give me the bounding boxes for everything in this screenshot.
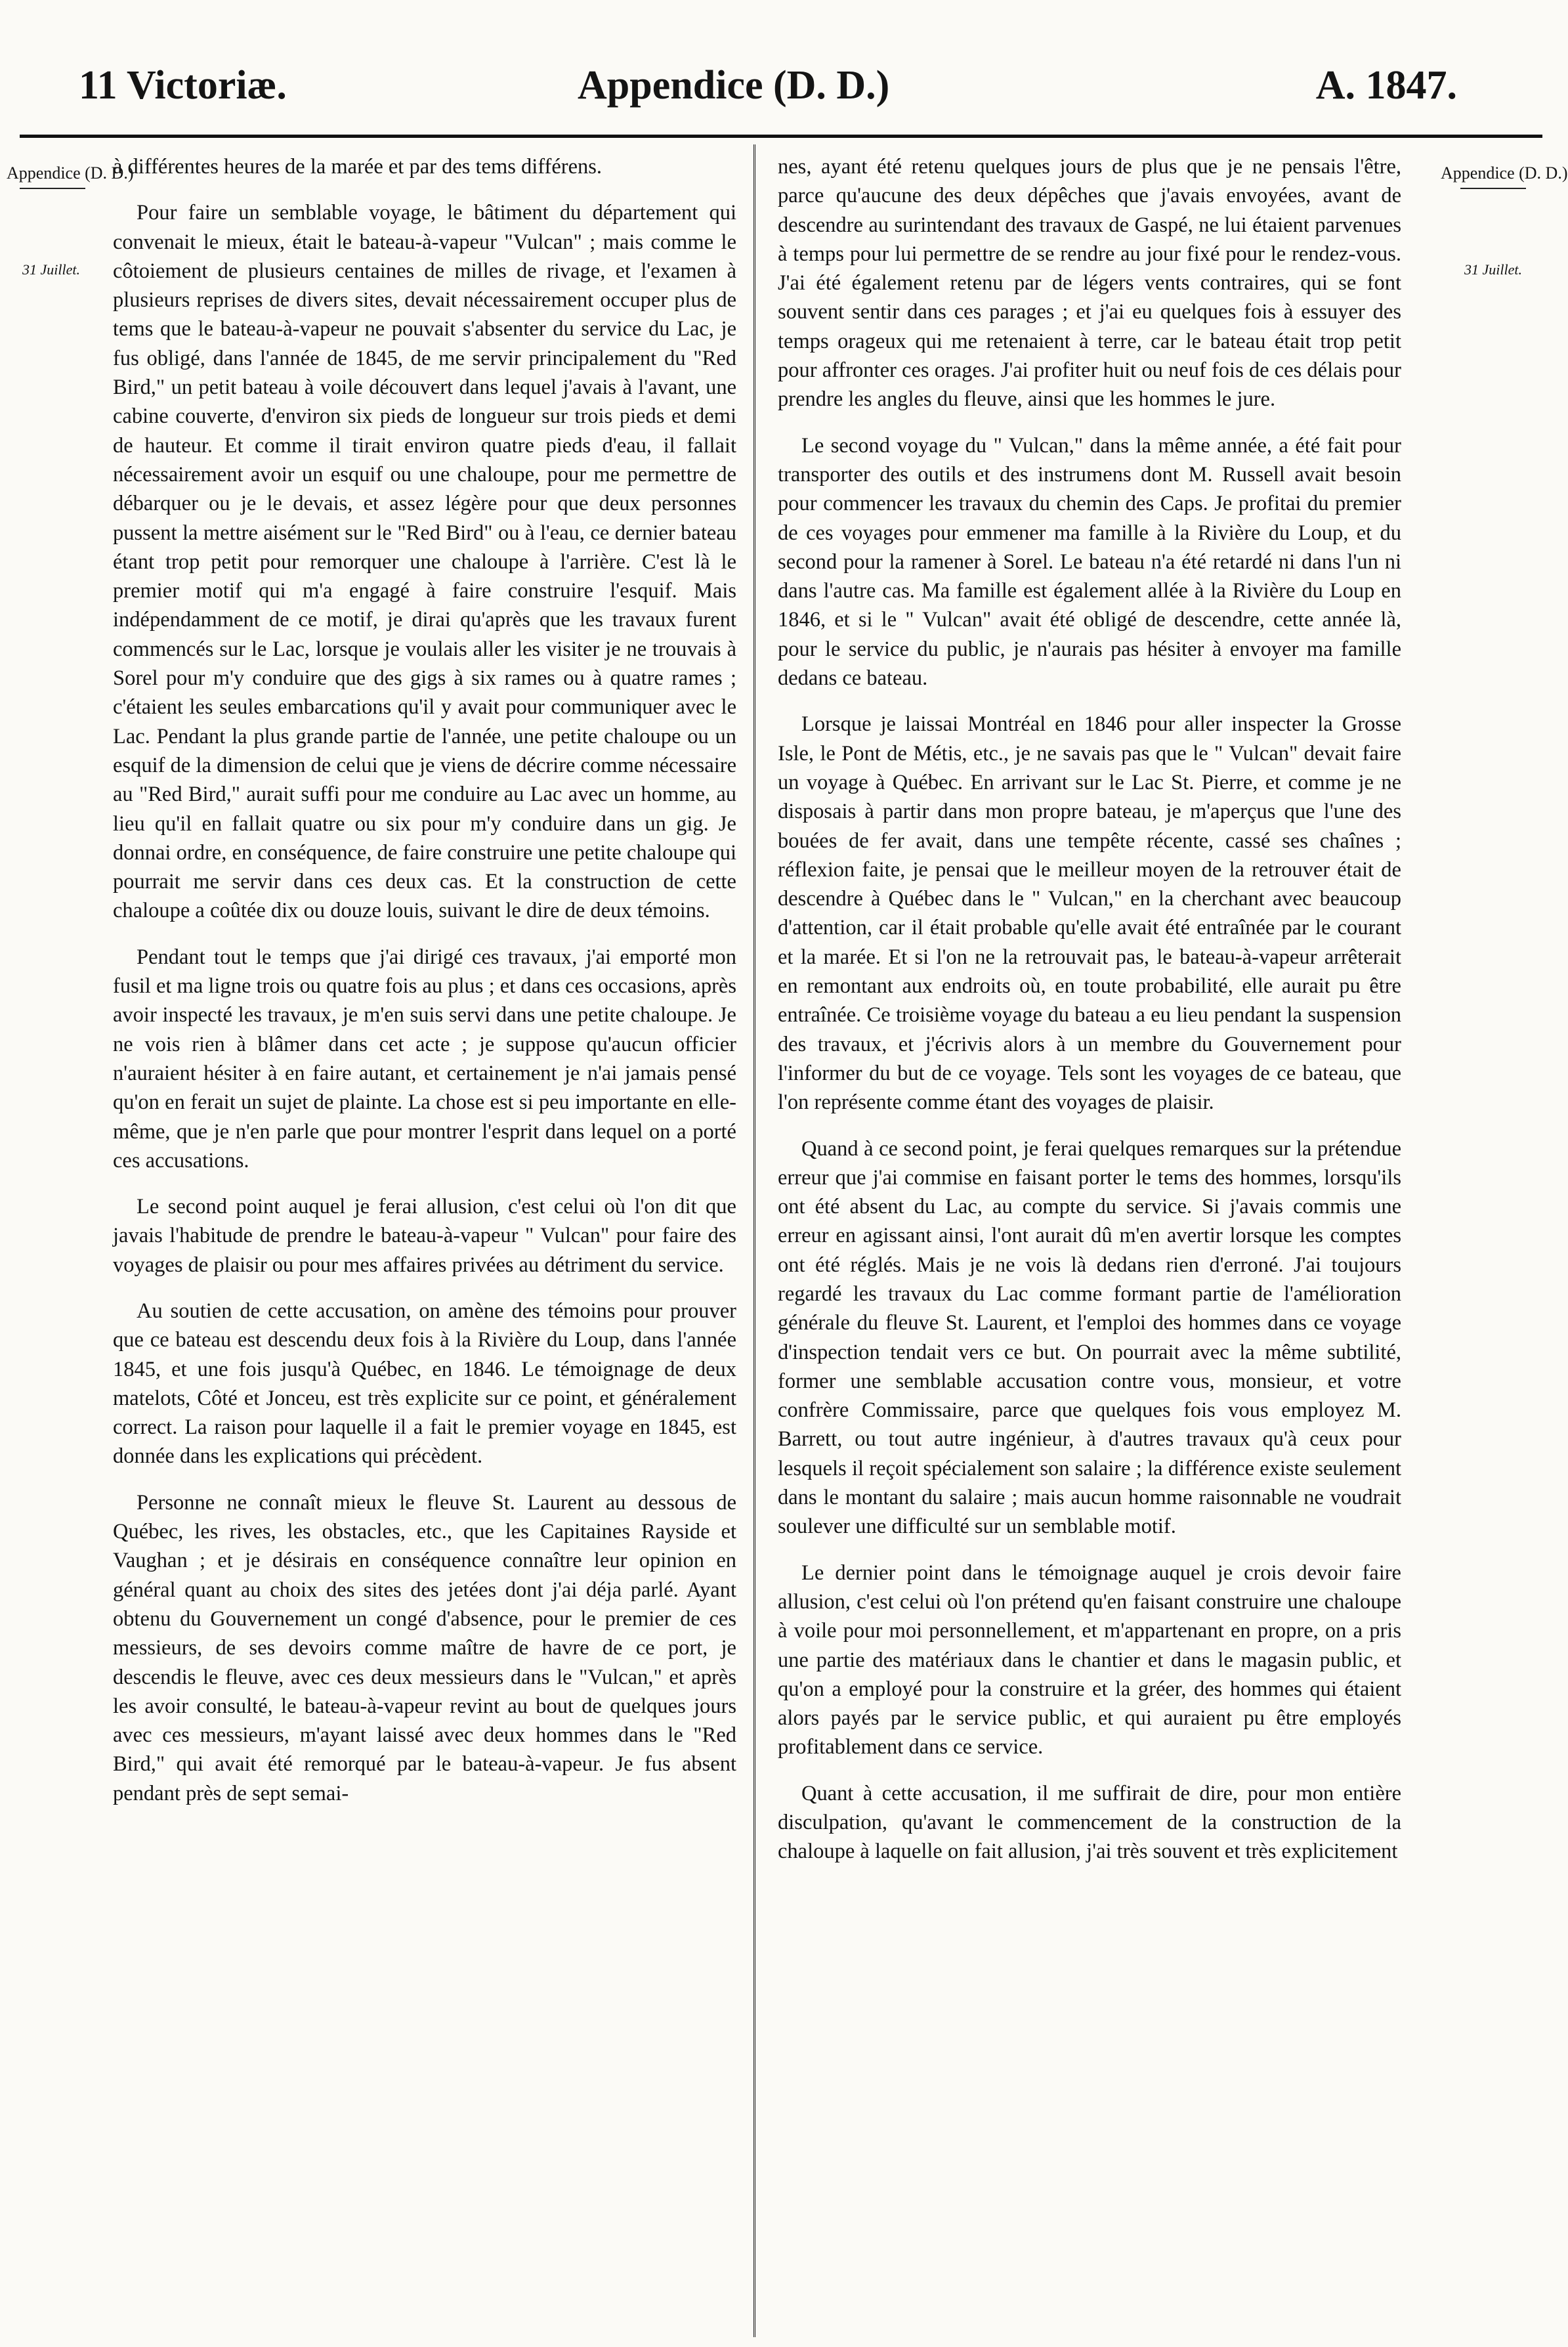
margin-label-left-text: Appendice (D. D.) <box>7 163 134 183</box>
margin-label-right <box>1441 163 1568 189</box>
paragraph: Le dernier point dans le témoignage auquel je crois devoir faire allusion, c'est celui où l'on prétend qu'en faisant construire une chaloupe à voile pour moi personnellement, et m'appartenant en propre, on a pris une partie des matériaux dans le chantier et dans le magasin public, et qu'on a employé pour la construire et la gréer, des hommes qui étaient alors payés par le service public, et qui auraient pu être employés profitablement dans ce service. <box>778 1561 1401 1759</box>
paragraph: Le second voyage du " Vulcan," dans la même année, a été fait pour transporter des outils et des instrumens dont M. Russell avait besoin pour commencer les travaux du chemin des Caps. Je profitai du premier de ces voyages pour emmener ma famille à la Rivière du Loup, et du second pour la ramener à Sorel. Le bateau n'a été retardé ni dans l'un ni dans l'autre cas. Ma famille est également allée à la Rivière du Loup en 1846, et si le " Vulcan" avait été obligé de descendre, cette année là, pour le service du public, je n'aurais pas hésiter à envoyer ma famille dedans ce bateau. <box>778 433 1401 691</box>
paragraph: Pendant tout le temps que j'ai dirigé ces travaux, j'ai emporté mon fusil et ma ligne trois ou quatre fois au plus ; et dans ces occasions, après avoir inspecté les travaux, je m'en suis servi dans une petite chaloupe. Je ne vois rien à blâmer dans cet acte ; je suppose qu'aucun officier n'auraient hésiter à en faire autant, et certainement je n'ai jamais pensé qu'on en ferait un sujet de plainte. La chose est si peu importante en elle-même, que je n'en parle que pour montrer l'esprit dans lequel on a porté ces accusations. <box>113 945 736 1173</box>
paragraph: Lorsque je laissai Montréal en 1846 pour aller inspecter la Grosse Isle, le Pont de Métis, etc., je ne savais pas que le " Vulcan" devait faire un voyage à Québec. En arrivant sur le Lac St. Pierre, et comme je ne disposais à partir dans mon propre bateau, je m'aperçus que l'une des bouées de fer avait, dans une tempête récente, cassé ses chaînes ; réflexion faite, je pensai que le meilleur moyen de la retrouver était de descendre à Québec dans le " Vulcan," en la cherchant avec beaucoup d'attention, car il était probable qu'elle avait été entraînée par le courant et la marée. Et si l'on ne la retrouvait pas, le bateau-à-vapeur arrêterait en remontant aux endroits où, en toute probabilité, elle aurait pu être entraînée. Ce troisième voyage du bateau a eu lieu pendant la suspension des travaux, et j'écrivis alors à un membre du Gouvernement pour l'informer du but de ce voyage. Tels sont les voyages de ce bateau, que l'on représente comme étant des voyages de plaisir. <box>778 712 1401 1115</box>
header-appendix: Appendice (D. D.) <box>578 63 890 108</box>
paragraph: à différentes heures de la marée et par des tems différens. <box>113 155 603 179</box>
header-rule <box>20 135 1542 138</box>
margin-divider-right <box>1460 188 1526 189</box>
column-divider <box>753 144 755 2337</box>
paragraph: nes, ayant été retenu quelques jours de plus que je ne pensais l'être, parce qu'aucune des deux dépêches que j'avais envoyées, avant de descendre au surintendant des travaux de Gaspé, ne lui étaient parvenues à temps pour lui permettre de se rendre au jour fixé pour le rendez-vous. J'ai été également retenu par de légers vents contraires, qui se font souvent sentir dans ces parages ; et j'ai eu quelques fois à essuyer des temps orageux qui me retenaient à terre, car le bateau était trop petit pour affronter ces orages. J'ai profiter huit ou neuf fois de ces délais pour prendre les angles du fleuve, ainsi que les hommes le jure. <box>778 155 1401 412</box>
margin-label-left <box>7 163 134 189</box>
margin-date-left: 31 Juillet. <box>22 261 80 278</box>
paragraph: Au soutien de cette accusation, on amène des témoins pour prouver que ce bateau est descendu deux fois à la Rivière du Loup, dans l'année 1845, et une fois jusqu'à Québec, en 1846. Le témoignage de deux matelots, Côté et Jonceu, est très explicite sur ce point, et généralement correct. La raison pour laquelle il a fait le premier voyage en 1845, est donnée dans les explications qui précèdent. <box>113 1299 736 1469</box>
right-column <box>778 152 1401 1884</box>
paragraph: Quant à cette accusation, il me suffirait de dire, pour mon entière disculpation, qu'avant le commencement de la construction de la chaloupe à laquelle on fait allusion, j'ai très souvent et très explicitement <box>778 1781 1401 1864</box>
running-header <box>79 62 1457 121</box>
left-column <box>113 152 736 1825</box>
margin-label-right-text: Appendice (D. D.) <box>1441 163 1568 183</box>
header-year: A. 1847. <box>1315 63 1457 108</box>
margin-divider-left <box>20 188 85 189</box>
paragraph: Quand à ce second point, je ferai quelques remarques sur la prétendue erreur que j'ai commise en faisant porter le tems des hommes, lorsqu'ils ont été absent du Lac, au compte du service. Si j'avais commis une erreur en agissant ainsi, l'ont aurait dû m'en avertir lorsque les comptes ont été réglés. Mais je ne vois là dedans rien d'erroné. J'ai toujours regardé les travaux du Lac comme formant partie de l'amélioration générale du fleuve St. Laurent, et l'emploi des hommes dans ce voyage d'inspection tendait vers ce but. On pourrait avec la même subtilité, former une semblable accusation contre vous, monsieur, et votre confrère Commissaire, parce que quelques fois vous employez M. Barrett, ou tout autre ingénieur, à d'autres travaux qu'à ceux pour lesquels il reçoit spécialement son salaire ; la différence existe seulement dans le montant du salaire ; mais aucun homme raisonnable ne voudrait soulever une difficulté sur un semblable motif. <box>778 1136 1401 1539</box>
paragraph: Pour faire un semblable voyage, le bâtiment du département qui convenait le mieux, était le bateau-à-vapeur "Vulcan" ; mais comme le côtoiement de plusieurs centaines de milles de rivage, et l'examen à plusieurs reprises de divers sites, devait nécessairement occuper plus de tems que le bateau-à-vapeur ne pouvait s'absenter du service du Lac, je fus obligé, dans l'année de 1845, de me servir principalement du "Red Bird," un petit bateau à voile découvert dans lequel j'avais à l'avant, une cabine couverte, d'environ six pieds de longueur sur trois pieds et demi de hauteur. Et comme il tirait environ quatre pieds d'eau, il fallait nécessairement avoir un esquif ou une chaloupe, pour me permettre de débarquer ou je le devais, et assez légère pour que deux personnes pussent la mettre aisément sur le "Red Bird" ou à l'eau, ce dernier bateau étant trop petit pour remorquer une chaloupe à l'arrière. C'est là le premier motif qui m'a engagé à faire construire l'esquif. Mais indépendamment de ce motif, je dirai qu'après que les travaux furent commencés sur le Lac, lorsque je voulais aller les visiter je ne trouvais à Sorel pour m'y conduire que des gigs à six rames ou à quatre rames ; c'étaient les seules embarcations qu'il y avait pour communiquer avec le Lac. Pendant la plus grande partie de l'année, une petite chaloupe ou un esquif de la dimension de celui que je viens de décrire comme nécessaire au "Red Bird," aurait suffi pour me conduire au Lac avec un homme, au lieu qu'il en fallait quatre ou six pour m'y conduire dans un gig. Je donnai ordre, en conséquence, de faire construire une petite chaloupe qui pourrait me servir dans ces deux cas. Et la construction de cette chaloupe a coûtée dix ou douze louis, suivant le dire de deux témoins. <box>113 201 736 923</box>
header-regnal-year: 11 Victoriæ. <box>79 63 287 108</box>
paragraph: Personne ne connaît mieux le fleuve St. Laurent au dessous de Québec, les rives, les obstacles, etc., que les Capitaines Rayside et Vaughan ; et je désirais en conséquence connaître leur opinion en général quant au choix des sites des jetées dont j'ai déja parlé. Ayant obtenu du Gouvernement un congé d'absence, pour le premier de ces messieurs, de ses devoirs comme maître de havre de ce port, je descendis le fleuve, avec ces deux messieurs dans le "Vulcan," et après les avoir consulté, le bateau-à-vapeur revint au bout de quelques jours avec ces messieurs, m'ayant laissé avec deux hommes dans le "Red Bird," qui avait été remorqué par le bateau-à-vapeur. Je fus absent pendant près de sept semai- <box>113 1490 736 1805</box>
paragraph: Le second point auquel je ferai allusion, c'est celui où l'on dit que javais l'habitude de prendre le bateau-à-vapeur " Vulcan" pour faire des voyages de plaisir ou pour mes affaires privées au détriment du service. <box>113 1195 736 1277</box>
margin-date-right: 31 Juillet. <box>1464 261 1522 278</box>
